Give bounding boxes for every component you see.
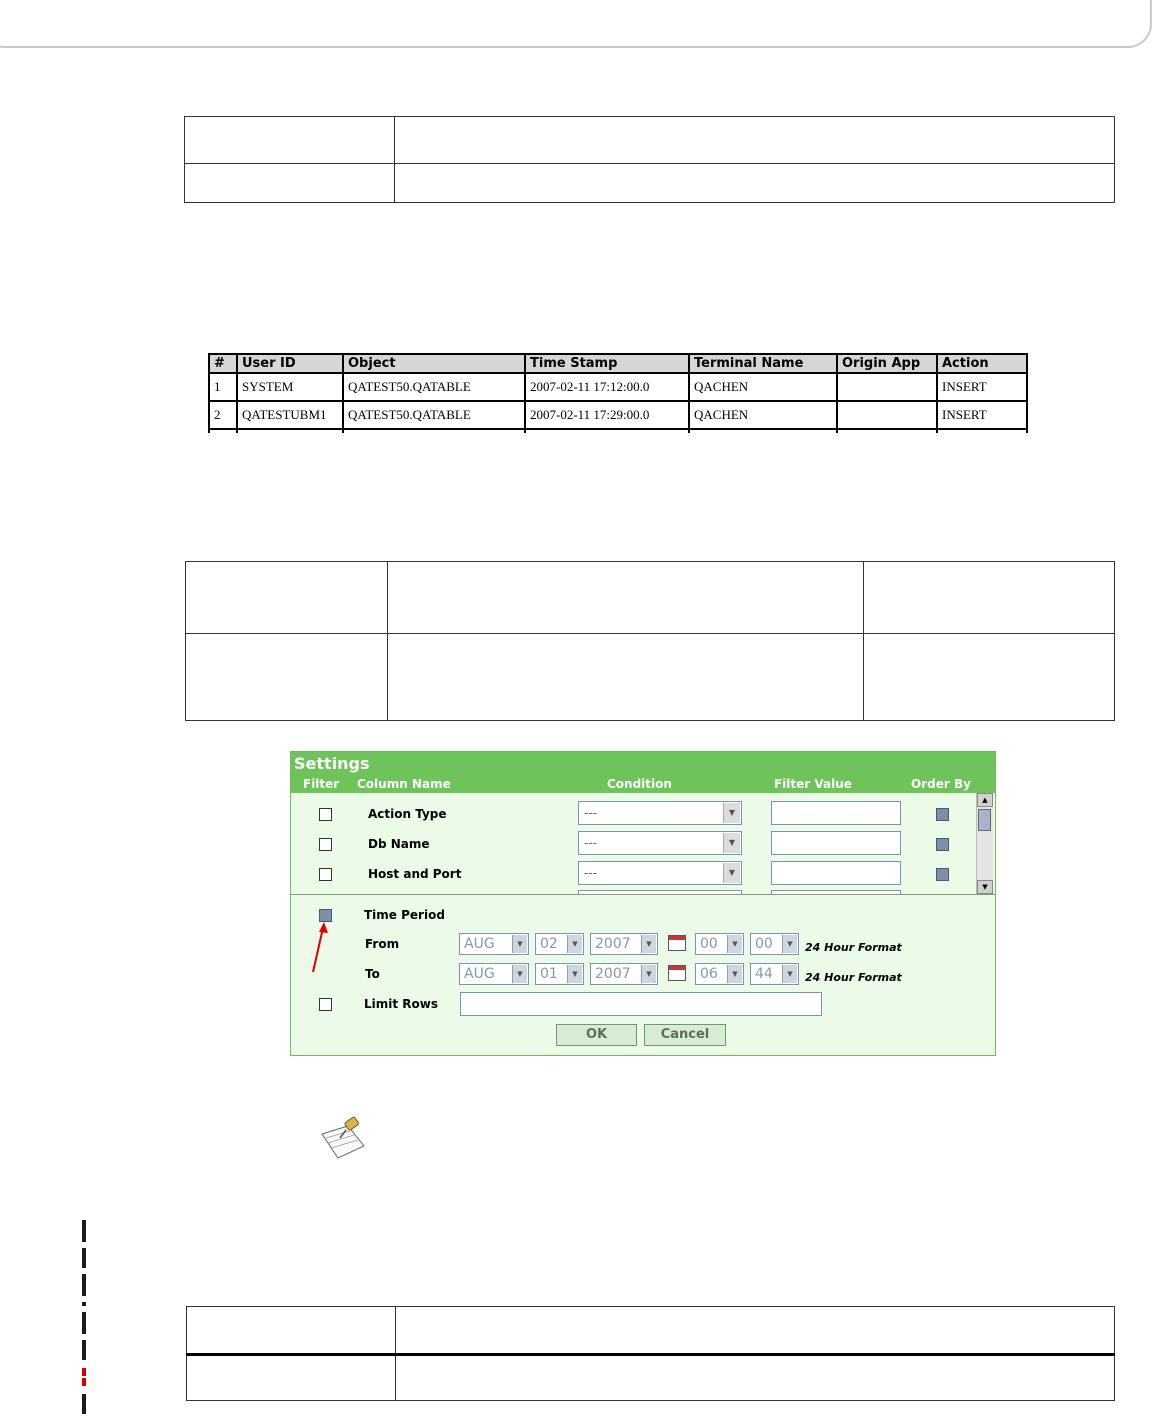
filter-checkbox-action-type[interactable] <box>319 808 332 821</box>
from-hour-value: 00 <box>700 936 718 952</box>
from-month-select[interactable] <box>459 933 529 955</box>
header-condition: Condition <box>607 777 672 791</box>
order-by-checkbox-db-name[interactable] <box>936 838 949 851</box>
condition-value: --- <box>584 806 597 820</box>
note-pin-icon <box>318 1116 370 1162</box>
table-cell: 2 <box>209 401 237 429</box>
filter-checkbox-db-name[interactable] <box>319 838 332 851</box>
table-cell: QATESTUBM1 <box>237 401 343 429</box>
page-header-bar <box>0 0 1152 48</box>
dropdown-arrow-icon: ▼ <box>567 935 582 953</box>
from-format-label: 24 Hour Format <box>805 941 902 954</box>
table-cell: QATEST50.QATABLE <box>343 373 525 401</box>
condition-select-db-name[interactable] <box>578 831 742 855</box>
table-row <box>209 373 1027 401</box>
from-label: From <box>365 937 400 951</box>
table-cell <box>837 373 937 401</box>
filter-value-input-host-and-port[interactable] <box>771 861 901 885</box>
to-year-value: 2007 <box>595 966 631 982</box>
table-row <box>209 401 1027 429</box>
dropdown-arrow-icon: ▼ <box>723 803 740 823</box>
from-year-select[interactable] <box>590 933 658 955</box>
dropdown-arrow-icon: ▼ <box>567 965 582 983</box>
empty-table-2 <box>185 561 1115 721</box>
table-cell: QACHEN <box>689 373 837 401</box>
to-hour-value: 06 <box>700 966 718 982</box>
header-filter-value: Filter Value <box>774 777 852 791</box>
column-header-terminal-name: Terminal Name <box>689 354 837 373</box>
table-cell: INSERT <box>937 373 1027 401</box>
audit-table <box>208 353 1028 433</box>
to-format-label: 24 Hour Format <box>805 971 902 984</box>
time-period-label: Time Period <box>364 908 445 922</box>
header-filter: Filter <box>303 777 340 791</box>
filter-rows <box>291 793 995 895</box>
dropdown-arrow-icon: ▼ <box>723 863 740 883</box>
filter-value-input-action-type[interactable] <box>771 801 901 825</box>
to-month-value: AUG <box>464 966 495 982</box>
to-hour-select[interactable] <box>695 963 744 985</box>
table-cell: QACHEN <box>689 401 837 429</box>
column-header-number: # <box>209 354 237 373</box>
table-cell: 2007-02-11 17:12:00.0 <box>525 373 689 401</box>
dropdown-arrow-icon: ▼ <box>782 965 797 983</box>
order-by-checkbox-action-type[interactable] <box>936 808 949 821</box>
order-by-checkbox-host-and-port[interactable] <box>936 868 949 881</box>
to-month-select[interactable] <box>459 963 529 985</box>
table-cell: SYSTEM <box>237 373 343 401</box>
dropdown-arrow-icon: ▼ <box>727 965 742 983</box>
limit-rows-label: Limit Rows <box>364 997 439 1011</box>
settings-header-row <box>291 776 995 793</box>
condition-select-partial[interactable] <box>578 890 742 895</box>
from-minute-select[interactable] <box>750 933 799 955</box>
dropdown-arrow-icon: ▼ <box>641 965 656 983</box>
to-day-select[interactable] <box>535 963 584 985</box>
scroll-up-icon[interactable]: ▲ <box>977 793 993 807</box>
limit-rows-input[interactable] <box>460 992 822 1016</box>
settings-dialog <box>290 751 996 1056</box>
from-day-select[interactable] <box>535 933 584 955</box>
fortinet-logo <box>52 1170 86 1414</box>
scroll-thumb[interactable] <box>978 809 991 831</box>
table-cell: INSERT <box>937 401 1027 429</box>
to-calendar-icon[interactable] <box>668 965 686 981</box>
cancel-button[interactable]: Cancel <box>644 1024 726 1046</box>
scroll-down-icon[interactable]: ▼ <box>977 880 993 894</box>
ok-button[interactable]: OK <box>556 1024 637 1046</box>
column-header-time-stamp: Time Stamp <box>525 354 689 373</box>
table-cell: QATEST50.QATABLE <box>343 401 525 429</box>
dropdown-arrow-icon: ▼ <box>512 965 527 983</box>
audit-table-screenshot <box>208 341 1046 433</box>
column-name-host-and-port: Host and Port <box>368 867 462 881</box>
filter-checkbox-host-and-port[interactable] <box>319 868 332 881</box>
from-hour-select[interactable] <box>695 933 744 955</box>
table-cell: 2007-02-11 17:29:00.0 <box>525 401 689 429</box>
dropdown-arrow-icon: ▼ <box>782 935 797 953</box>
dropdown-arrow-icon: ▼ <box>723 833 740 853</box>
table-row-cut-off <box>209 429 1027 433</box>
column-header-action: Action <box>937 354 1027 373</box>
to-year-select[interactable] <box>590 963 658 985</box>
limit-rows-checkbox[interactable] <box>319 998 332 1011</box>
header-column-name: Column Name <box>357 777 451 791</box>
filter-value-input-db-name[interactable] <box>771 831 901 855</box>
from-year-value: 2007 <box>595 936 631 952</box>
filter-rows-scrollbar[interactable] <box>976 793 993 894</box>
condition-value: --- <box>584 866 597 880</box>
filter-value-input-partial[interactable] <box>771 890 901 895</box>
table-cell: 1 <box>209 373 237 401</box>
column-name-action-type: Action Type <box>368 807 447 821</box>
dropdown-arrow-icon: ▼ <box>512 935 527 953</box>
to-label: To <box>365 967 380 981</box>
empty-table-1 <box>184 116 1115 203</box>
condition-select-action-type[interactable] <box>578 801 742 825</box>
to-minute-select[interactable] <box>750 963 799 985</box>
empty-table-3 <box>186 1306 1115 1401</box>
column-name-db-name: Db Name <box>368 837 430 851</box>
red-arrow-icon <box>310 922 330 974</box>
from-day-value: 02 <box>540 936 558 952</box>
condition-value: --- <box>584 836 597 850</box>
column-header-object: Object <box>343 354 525 373</box>
header-order-by: Order By <box>911 777 971 791</box>
condition-select-host-and-port[interactable] <box>578 861 742 885</box>
dropdown-arrow-icon: ▼ <box>641 935 656 953</box>
dropdown-arrow-icon: ▼ <box>727 935 742 953</box>
settings-title: Settings <box>291 752 995 776</box>
column-header-user-id: User ID <box>237 354 343 373</box>
from-calendar-icon[interactable] <box>668 935 686 951</box>
from-minute-value: 00 <box>755 936 773 952</box>
column-header-origin-app: Origin App <box>837 354 937 373</box>
to-minute-value: 44 <box>755 966 773 982</box>
to-day-value: 01 <box>540 966 558 982</box>
time-period-checkbox[interactable] <box>319 909 332 922</box>
table-cell <box>837 401 937 429</box>
from-month-value: AUG <box>464 936 495 952</box>
